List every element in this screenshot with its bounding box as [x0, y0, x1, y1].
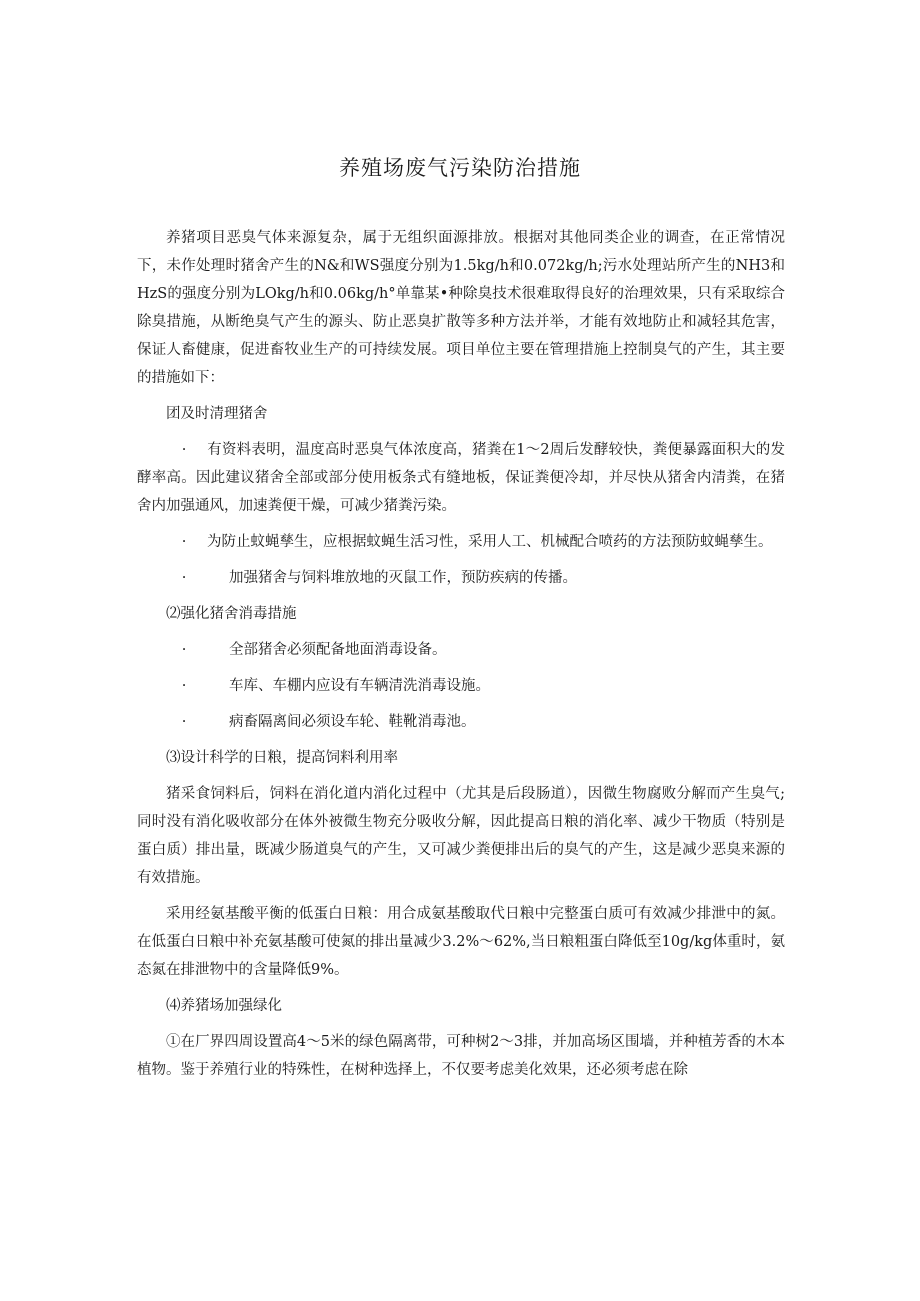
bullet-text: 病畜隔离间必须设车轮、鞋靴消毒池。 [229, 714, 476, 730]
intro-paragraph: 养猪项目恶臭气体来源复杂，属于无组织面源排放。根据对其他同类企业的调查，在正常情况下，未作处理时猪舍产生的N&和WS强度分别为1.5kg∕h和0.072kg∕h;污水处理站所产生的NH3和HzS的强度分别为LOkg/h和0.06kg∕h°单靠某•种除臭技术很难取得良好的治理效果，只有采取综合除臭措施，从断绝臭气产生的源头、防止恶臭扩散等多种方法并举，才能有效地防止和减轻其危害，保证人畜健康，促进畜牧业生产的可持续发展。项目单位主要在管理措施上控制臭气的产生，其主要的措施如下： [137, 230, 785, 386]
section-heading-1: 团及时清理猪舍 [166, 406, 268, 422]
bullet-dot: · [181, 642, 187, 658]
bullet-dot: · [181, 714, 187, 730]
bullet-dot: · [181, 570, 187, 586]
bullet-dot: · [181, 534, 187, 550]
bullet-text: 全部猪舍必须配备地面消毒设备。 [229, 642, 447, 658]
protein-paragraph: 采用经氨基酸平衡的低蛋白日粮：用合成氨基酸取代日粮中完整蛋白质可有效减少排泄中的氮。在低蛋白日粮中补充氨基酸可使氮的排出量减少3.2%～62%,当日粮粗蛋白降低至10g∕kg体重时，氨态氮在排泄物中的含量降低9%。 [137, 906, 785, 978]
bullet-text: 为防止蚊蝇孳生，应根据蚊蝇生活习性，采用人工、机械配合喷药的方法预防蚊蝇孳生。 [207, 534, 773, 550]
section-heading-3: ⑶设计科学的日粮，提高饲料利用率 [166, 750, 398, 766]
bullet-text: 车库、车棚内应设有车辆清洗消毒设施。 [229, 678, 490, 694]
bullet-item-5 [137, 672, 785, 700]
bullet-item-4 [137, 636, 785, 664]
document-body [137, 224, 785, 1092]
bullet-text: 加强猪舍与饲料堆放地的灭鼠工作，预防疾病的传播。 [229, 570, 577, 586]
bullet-dot: · [181, 442, 187, 458]
bullet-text: 有资料表明，温度高时恶臭气体浓度高，猪粪在1～2周后发酵较快，粪便暴露面积大的发酵率高。因此建议猪舍全部或部分使用板条式有缝地板，保证粪便冷却，并尽快从猪舍内清粪，在猪舍内加强通风，加速粪便干燥，可减少猪粪污染。 [137, 442, 785, 514]
feed-paragraph: 猪采食饲料后，饲料在消化道内消化过程中（尤其是后段肠道），因微生物腐败分解而产生臭气;同时没有消化吸收部分在体外被微生物充分吸收分解，因此提高日粮的消化率、减少干物质（特别是蛋白质）排出量，既减少肠道臭气的产生，又可减少粪便排出后的臭气的产生，这是减少恶臭来源的有效措施。 [137, 786, 785, 886]
greening-paragraph: ①在厂界四周设置高4～5米的绿色隔离带，可种树2～3排，并加高场区围墙，并种植芳香的木本植物。鉴于养殖行业的特殊性，在树种选择上，不仅要考虑美化效果，还必须考虑在除 [137, 1034, 785, 1078]
bullet-item-2 [137, 528, 785, 556]
bullet-dot: · [181, 678, 187, 694]
section-heading-2: ⑵强化猪舍消毒措施 [166, 606, 297, 622]
page-title: 养殖场废气污染防治措施 [339, 156, 581, 180]
bullet-item-1 [137, 436, 785, 520]
bullet-item-6 [137, 708, 785, 736]
bullet-item-3 [137, 564, 785, 592]
section-heading-4: ⑷养猪场加强绿化 [166, 998, 282, 1014]
